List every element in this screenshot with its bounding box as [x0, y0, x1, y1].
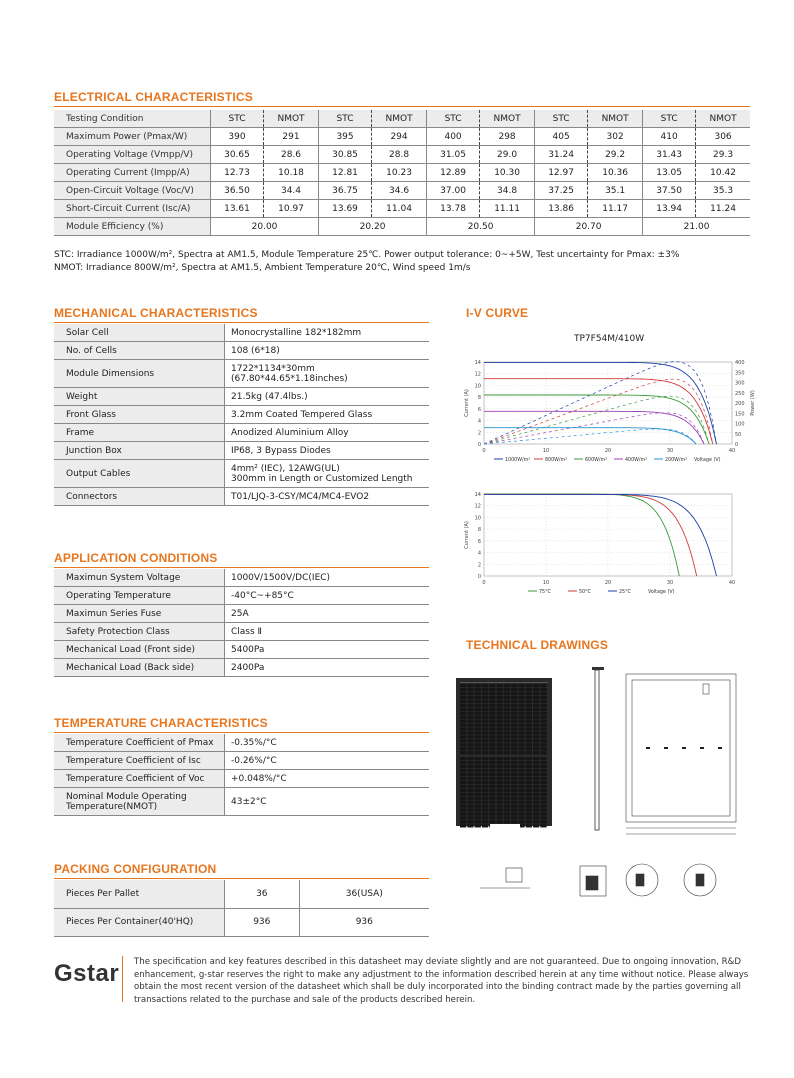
electrical-cell: 10.42 [696, 164, 750, 182]
electrical-row [54, 182, 750, 200]
electrical-cell: 11.24 [696, 200, 750, 218]
application-key-text: Mechanical Load (Back side) [66, 662, 195, 673]
mechanical-value [225, 424, 430, 442]
electrical-cell: 29.2 [588, 146, 643, 164]
packing-value-2: 936 [299, 908, 429, 936]
mechanical-row [54, 442, 429, 460]
application-table [54, 569, 429, 677]
temperature-key [54, 770, 225, 788]
temperature-key-text: Temperature Coefficient of Voc [66, 773, 205, 784]
mechanical-rule [54, 322, 429, 323]
mechanical-value-text: Monocrystalline 182*182mm [231, 327, 362, 338]
electrical-cell: 12.73 [211, 164, 264, 182]
electrical-cell: 10.30 [480, 164, 535, 182]
y-tick-label: 8 [477, 527, 481, 534]
x-tick-label: 20 [604, 580, 612, 586]
electrical-rule [54, 106, 750, 107]
y-tick-label: 8 [477, 395, 481, 402]
electrical-header-cell: NMOT [372, 110, 427, 128]
packing-row [54, 880, 429, 908]
electrical-cell: 34.8 [480, 182, 535, 200]
electrical-row-label: Short-Circuit Current (Isc/A) [54, 200, 211, 218]
y2-tick-label: 350 [735, 370, 745, 377]
mechanical-key-text: Front Glass [66, 409, 116, 420]
electrical-header-cell: STC [427, 110, 480, 128]
temperature-key [54, 734, 225, 752]
packing-key [54, 880, 225, 908]
electrical-cell: 12.97 [535, 164, 588, 182]
efficiency-cell: 20.20 [319, 218, 427, 236]
legend-label: 50°C [579, 590, 591, 595]
electrical-cell: 28.6 [264, 146, 319, 164]
electrical-header-cell: STC [535, 110, 588, 128]
electrical-cell: 28.8 [372, 146, 427, 164]
application-key-text: Safety Protection Class [66, 626, 170, 637]
efficiency-cell: 21.00 [643, 218, 750, 236]
application-row [54, 623, 429, 641]
electrical-row-label: Open-Circuit Voltage (Voc/V) [54, 182, 211, 200]
electrical-row [54, 200, 750, 218]
temperature-key [54, 788, 225, 816]
electrical-title: ELECTRICAL CHARACTERISTICS [54, 90, 253, 104]
mechanical-key-text: Output Cables [66, 468, 131, 479]
electrical-header-cell: Testing Condition [54, 110, 211, 128]
mechanical-value-text: 108 (6*18) [231, 345, 280, 356]
technical-drawings [450, 662, 780, 922]
application-key-text: Operating Temperature [66, 590, 171, 601]
application-key [54, 659, 225, 677]
temperature-rule [54, 732, 429, 733]
legend-label: 1000W/m² [505, 458, 531, 463]
electrical-note-nmot: NMOT: Irradiance 800W/m², Spectra at AM1.5, Ambient Temperature 20℃, Wind speed 1m/s [54, 263, 471, 273]
y-tick-label: 12 [474, 503, 481, 510]
efficiency-cell: 20.70 [535, 218, 643, 236]
mechanical-key [54, 460, 225, 488]
electrical-cell: 12.89 [427, 164, 480, 182]
temperature-key-text: Nominal Module Operating [66, 791, 187, 802]
electrical-cell: 29.0 [480, 146, 535, 164]
iv-series-line [484, 494, 697, 576]
power-series-line [484, 429, 696, 444]
electrical-header-cell: NMOT [264, 110, 319, 128]
module-back-view [626, 674, 736, 834]
mechanical-key [54, 388, 225, 406]
packing-title: PACKING CONFIGURATION [54, 862, 217, 876]
temperature-row [54, 788, 429, 816]
y-axis-label: Current (A) [464, 389, 470, 417]
packing-key-text: Pieces Per Pallet [66, 888, 140, 899]
legend-label: 800W/m² [545, 458, 568, 463]
temperature-title: TEMPERATURE CHARACTERISTICS [54, 716, 268, 730]
temperature-value [225, 770, 430, 788]
electrical-cell: 13.94 [643, 200, 696, 218]
temperature-key [54, 752, 225, 770]
x-tick-label: 20 [604, 448, 612, 454]
application-key-text: Mechanical Load (Front side) [66, 644, 196, 655]
electrical-cell: 37.50 [643, 182, 696, 200]
mechanical-value-text-2: (67.80*44.65*1.18inches) [231, 373, 348, 384]
iv-chart-temperature [456, 490, 756, 600]
efficiency-cell: 20.00 [211, 218, 319, 236]
mechanical-table [54, 324, 429, 506]
application-value [225, 605, 430, 623]
mechanical-row [54, 406, 429, 424]
y-tick-label: 2 [477, 430, 481, 437]
y-axis-label: Current (A) [464, 521, 470, 549]
iv-chart-model: TP7F54M/410W [574, 334, 645, 344]
footer-line-4: transactions related to the purchase and sale of the products described herein. [134, 994, 476, 1005]
application-row [54, 569, 429, 587]
electrical-cell: 11.11 [480, 200, 535, 218]
legend-label: 75°C [539, 590, 551, 595]
iv-series-line [484, 494, 679, 576]
mechanical-key [54, 360, 225, 388]
y2-tick-label: 50 [735, 431, 742, 438]
y2-tick-label: 0 [735, 442, 739, 448]
legend-label: 600W/m² [585, 458, 608, 463]
mechanical-key [54, 342, 225, 360]
electrical-cell: 390 [211, 128, 264, 146]
y2-tick-label: 250 [735, 390, 745, 397]
electrical-cell: 30.65 [211, 146, 264, 164]
mechanical-row [54, 388, 429, 406]
packing-key [54, 908, 225, 936]
iv-series-line [484, 494, 717, 576]
mechanical-value [225, 342, 430, 360]
footer-divider [122, 956, 123, 1002]
x-tick-label: 40 [728, 580, 736, 586]
mechanical-value [225, 388, 430, 406]
x-tick-label: 30 [666, 448, 674, 454]
mechanical-value-text: Anodized Aluminium Alloy [231, 427, 349, 438]
y2-tick-label: 400 [735, 360, 745, 366]
electrical-cell: 31.05 [427, 146, 480, 164]
y-tick-label: 14 [474, 360, 481, 366]
y-tick-label: 0 [477, 442, 481, 448]
footer-line-3: obtain the most recent version of the datasheet which shall be duly incorporated into the binding contract made by the parties governing all [134, 982, 741, 992]
mechanical-value-text: 21.5kg (47.4lbs.) [231, 391, 308, 402]
drawings-title: TECHNICAL DRAWINGS [466, 638, 609, 652]
application-value-text: Class Ⅱ [231, 626, 262, 637]
footer-line-1: The specification and key features described in this datasheet may deviate slightly and are not guaranteed. Due to ongoing innovation, R&D [134, 957, 741, 967]
electrical-row-label: Maximum Power (Pmax/W) [54, 128, 211, 146]
x-tick-label: 0 [482, 448, 486, 454]
x-tick-label: 30 [666, 580, 674, 586]
iv-curve-title: I-V CURVE [466, 306, 529, 320]
application-value-text: 2400Pa [231, 662, 265, 673]
application-rule [54, 567, 429, 568]
temperature-key-text: Temperature Coefficient of Pmax [66, 737, 214, 748]
electrical-cell: 37.00 [427, 182, 480, 200]
y2-tick-label: 150 [735, 411, 745, 418]
application-key-text: Maximun Series Fuse [66, 608, 162, 619]
electrical-cell: 31.24 [535, 146, 588, 164]
iv-chart-irradiance [456, 352, 756, 470]
electrical-cell: 10.36 [588, 164, 643, 182]
electrical-cell: 31.43 [643, 146, 696, 164]
electrical-header-cell: NMOT [696, 110, 750, 128]
mechanical-key-text: Module Dimensions [66, 368, 155, 379]
efficiency-cell: 20.50 [427, 218, 535, 236]
y-tick-label: 2 [477, 562, 481, 569]
mechanical-value [225, 442, 430, 460]
electrical-cell: 405 [535, 128, 588, 146]
electrical-header-cell: STC [211, 110, 264, 128]
electrical-cell: 13.86 [535, 200, 588, 218]
y-tick-label: 0 [477, 574, 481, 580]
mechanical-key [54, 488, 225, 506]
electrical-cell: 291 [264, 128, 319, 146]
y2-tick-label: 300 [735, 380, 745, 387]
electrical-cell: 34.6 [372, 182, 427, 200]
electrical-cell: 34.4 [264, 182, 319, 200]
packing-key-text: Pieces Per Container(40'HQ) [66, 917, 194, 927]
electrical-row-label: Operating Voltage (Vmpp/V) [54, 146, 211, 164]
mechanical-value-text: IP68, 3 Bypass Diodes [231, 445, 331, 456]
y-tick-label: 14 [474, 492, 481, 498]
module-side-view [592, 667, 604, 830]
application-key [54, 623, 225, 641]
electrical-cell: 12.81 [319, 164, 372, 182]
application-value [225, 641, 430, 659]
application-row [54, 641, 429, 659]
packing-table [54, 880, 429, 937]
mechanical-title: MECHANICAL CHARACTERISTICS [54, 306, 258, 320]
mechanical-value [225, 360, 430, 388]
electrical-cell: 35.1 [588, 182, 643, 200]
mechanical-key-text: No. of Cells [66, 345, 117, 356]
application-key [54, 605, 225, 623]
y-tick-label: 4 [477, 418, 481, 425]
legend-label: 400W/m² [625, 458, 648, 463]
efficiency-label: Module Efficiency (%) [54, 218, 211, 236]
temperature-row [54, 770, 429, 788]
application-value [225, 587, 430, 605]
legend-voltage-label: Voltage (V) [648, 590, 675, 595]
mechanical-value-text: 4mm² (IEC), 12AWG(UL) [231, 463, 340, 474]
mechanical-value-text: 1722*1134*30mm [231, 363, 315, 374]
mounting-details [480, 864, 716, 896]
application-value-text: 25A [231, 608, 249, 619]
y-tick-label: 4 [477, 550, 481, 557]
mechanical-key-text: Weight [66, 391, 98, 402]
packing-rule [54, 878, 429, 879]
y-tick-label: 6 [477, 538, 481, 545]
electrical-row [54, 146, 750, 164]
mechanical-key [54, 324, 225, 342]
electrical-table [54, 110, 750, 236]
electrical-cell: 13.61 [211, 200, 264, 218]
application-row [54, 659, 429, 677]
y2-tick-label: 100 [735, 421, 745, 428]
application-key-text: Maximun System Voltage [66, 572, 181, 583]
legend-label: 25°C [619, 590, 631, 595]
electrical-cell: 13.78 [427, 200, 480, 218]
mechanical-value-text: T01/LJQ-3-CSY/MC4/MC4-EVO2 [231, 491, 370, 502]
packing-row [54, 908, 429, 936]
y-tick-label: 12 [474, 371, 481, 378]
x-tick-label: 10 [542, 580, 550, 586]
x-tick-label: 10 [542, 448, 550, 454]
temperature-row [54, 752, 429, 770]
mechanical-value [225, 460, 430, 488]
packing-value-1: 36 [225, 880, 300, 908]
electrical-cell: 306 [696, 128, 750, 146]
application-title: APPLICATION CONDITIONS [54, 551, 218, 565]
power-series-line [484, 396, 709, 444]
application-key [54, 569, 225, 587]
mechanical-row [54, 342, 429, 360]
mechanical-row [54, 488, 429, 506]
temperature-value [225, 788, 430, 816]
application-key [54, 587, 225, 605]
legend-voltage-label: Voltage (V) [694, 458, 721, 463]
electrical-cell: 10.18 [264, 164, 319, 182]
temperature-value [225, 752, 430, 770]
mechanical-key-text: Junction Box [66, 445, 122, 456]
y-tick-label: 6 [477, 406, 481, 413]
electrical-cell: 11.17 [588, 200, 643, 218]
electrical-cell: 36.50 [211, 182, 264, 200]
electrical-cell: 13.05 [643, 164, 696, 182]
temperature-value [225, 734, 430, 752]
application-value-text: -40°C~+85°C [231, 590, 294, 601]
mechanical-key [54, 424, 225, 442]
y2-axis-label: Power (W) [750, 390, 756, 416]
mechanical-value-text-2: 300mm in Length or Customized Length [231, 473, 413, 484]
application-value [225, 659, 430, 677]
electrical-row-label: Operating Current (Impp/A) [54, 164, 211, 182]
legend-label: 200W/m² [665, 458, 688, 463]
electrical-cell: 11.04 [372, 200, 427, 218]
mechanical-key [54, 406, 225, 424]
electrical-note-stc: STC: Irradiance 1000W/m², Spectra at AM1.5, Module Temperature 25℃. Power output tolerance: 0~+5W, Test uncertainty for Pmax: ±3% [54, 250, 680, 260]
electrical-cell: 30.85 [319, 146, 372, 164]
footer-line-2: enhancement, g-star reserves the right to make any adjustment to the information described herein at any time without notice. Please always [134, 969, 749, 980]
temperature-value-text: -0.26%/°C [231, 755, 277, 766]
application-key [54, 641, 225, 659]
electrical-header-cell: NMOT [480, 110, 535, 128]
temperature-value-text: -0.35%/°C [231, 737, 277, 748]
temperature-value-text: 43±2°C [231, 796, 267, 807]
mechanical-key [54, 442, 225, 460]
y-tick-label: 10 [474, 515, 481, 522]
electrical-cell: 37.25 [535, 182, 588, 200]
gstar-logo: Gstar [54, 960, 120, 987]
electrical-cell: 36.75 [319, 182, 372, 200]
mechanical-row [54, 360, 429, 388]
electrical-cell: 298 [480, 128, 535, 146]
module-front-view [456, 678, 552, 828]
application-value [225, 569, 430, 587]
mechanical-value [225, 406, 430, 424]
electrical-header-row [54, 110, 750, 128]
electrical-cell: 29.3 [696, 146, 750, 164]
mechanical-key-text: Frame [66, 427, 95, 438]
y2-tick-label: 200 [735, 401, 745, 407]
packing-value-2: 36(USA) [299, 880, 429, 908]
temperature-row [54, 734, 429, 752]
mechanical-value [225, 324, 430, 342]
mechanical-value-text: 3.2mm Coated Tempered Glass [231, 409, 373, 420]
application-value-text: 5400Pa [231, 644, 265, 655]
electrical-header-cell: STC [319, 110, 372, 128]
temperature-value-text: +0.048%/°C [231, 773, 287, 784]
iv-series-line [484, 428, 696, 444]
mechanical-row [54, 460, 429, 488]
mechanical-row [54, 324, 429, 342]
electrical-cell: 13.69 [319, 200, 372, 218]
electrical-cell: 395 [319, 128, 372, 146]
temperature-key-text-2: Temperature(NMOT) [66, 801, 158, 812]
electrical-cell: 10.97 [264, 200, 319, 218]
electrical-cell: 410 [643, 128, 696, 146]
electrical-cell: 400 [427, 128, 480, 146]
electrical-row [54, 128, 750, 146]
mechanical-key-text: Connectors [66, 491, 118, 502]
electrical-cell: 10.23 [372, 164, 427, 182]
application-value [225, 623, 430, 641]
x-tick-label: 40 [728, 448, 736, 454]
electrical-cell: 35.3 [696, 182, 750, 200]
efficiency-row [54, 218, 750, 236]
application-value-text: 1000V/1500V/DC(IEC) [231, 572, 331, 583]
footer-disclaimer [134, 956, 764, 1006]
mechanical-value [225, 488, 430, 506]
mechanical-row [54, 424, 429, 442]
electrical-header-cell: NMOT [588, 110, 643, 128]
x-tick-label: 0 [482, 580, 486, 586]
y-tick-label: 10 [474, 383, 481, 390]
application-row [54, 605, 429, 623]
mechanical-key-text: Solar Cell [66, 327, 109, 338]
packing-value-1: 936 [225, 908, 300, 936]
electrical-row [54, 164, 750, 182]
electrical-cell: 294 [372, 128, 427, 146]
application-row [54, 587, 429, 605]
temperature-table [54, 734, 429, 816]
electrical-header-cell: STC [643, 110, 696, 128]
temperature-key-text: Temperature Coefficient of Isc [66, 755, 201, 766]
electrical-cell: 302 [588, 128, 643, 146]
